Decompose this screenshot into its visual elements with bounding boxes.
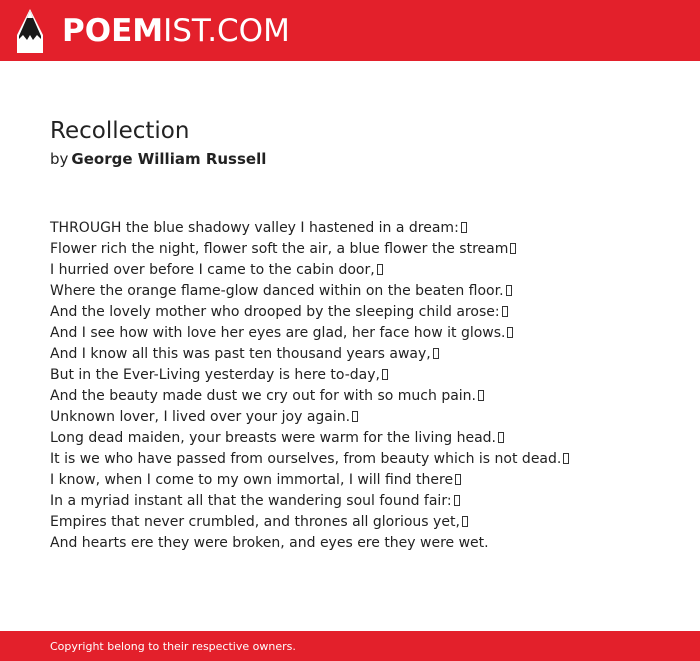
poem-line — [50, 260, 680, 281]
missing-glyph-box — [433, 348, 439, 359]
poem-title: Recollection — [50, 118, 190, 144]
poem-line-text: And the lovely mother who drooped by the sleeping child arose: — [50, 304, 500, 320]
poem-line-text: Unknown lover, I lived over your joy again. — [50, 409, 351, 425]
missing-glyph-box — [461, 222, 467, 233]
poem-line — [50, 281, 680, 302]
brand-light: IST.COM — [163, 13, 290, 49]
poem-line-text: I know, when I come to my own immortal, I will find there — [50, 472, 454, 488]
copyright-text: Copyright belong to their respective owners. — [50, 640, 296, 653]
missing-glyph-box — [502, 306, 508, 317]
poem-line — [50, 323, 680, 344]
poem-line — [50, 302, 680, 323]
poem-line-text: And I know all this was past ten thousand years away, — [50, 346, 431, 362]
poem-line-text: And hearts ere they were broken, and eyes ere they were wet. — [50, 535, 489, 551]
poem-line-text: And the beauty made dust we cry out for with so much pain. — [50, 388, 477, 404]
missing-glyph-box — [455, 474, 461, 485]
site-footer — [0, 631, 700, 661]
poem-line — [50, 344, 680, 365]
poem-line-text: Where the orange flame-glow danced within on the beaten floor. — [50, 283, 504, 299]
poem-line-text: In a myriad instant all that the wandering soul found fair: — [50, 493, 452, 509]
poem-line — [50, 533, 680, 554]
missing-glyph-box — [382, 369, 388, 380]
poem-line-text: And I see how with love her eyes are glad, her face how it glows. — [50, 325, 506, 341]
brand-strong: POEM — [62, 13, 164, 49]
missing-glyph-box — [563, 453, 569, 464]
poem-line — [50, 386, 680, 407]
poem-line — [50, 239, 680, 260]
poem-line-text: I hurried over before I came to the cabin door, — [50, 262, 375, 278]
missing-glyph-box — [462, 516, 468, 527]
poem-byline — [50, 149, 266, 169]
poem-line — [50, 449, 680, 470]
missing-glyph-box — [507, 327, 513, 338]
poem-line — [50, 407, 680, 428]
poem-line — [50, 365, 680, 386]
poem-line-text: THROUGH the blue shadowy valley I hastened in a dream: — [50, 220, 459, 236]
poem-line — [50, 428, 680, 449]
poem-line — [50, 218, 680, 239]
missing-glyph-box — [510, 243, 516, 254]
site-logo-text[interactable] — [62, 11, 290, 51]
by-label: by — [50, 150, 69, 168]
pencil-tip-icon[interactable] — [16, 9, 44, 53]
poem-line-text: Flower rich the night, flower soft the air, a blue flower the stream — [50, 241, 509, 257]
poem-line — [50, 512, 680, 533]
missing-glyph-box — [506, 285, 512, 296]
site-header — [0, 0, 700, 61]
poem-line-text: Empires that never crumbled, and thrones all glorious yet, — [50, 514, 460, 530]
missing-glyph-box — [454, 495, 460, 506]
poem-line — [50, 491, 680, 512]
poem-body — [50, 218, 680, 554]
poem-line-text: Long dead maiden, your breasts were warm for the living head. — [50, 430, 497, 446]
missing-glyph-box — [498, 432, 504, 443]
poem-line — [50, 470, 680, 491]
poem-line-text: But in the Ever-Living yesterday is here to-day, — [50, 367, 380, 383]
missing-glyph-box — [352, 411, 358, 422]
missing-glyph-box — [377, 264, 383, 275]
missing-glyph-box — [478, 390, 484, 401]
poem-author: George William Russell — [71, 150, 267, 168]
poem-line-text: It is we who have passed from ourselves, from beauty which is not dead. — [50, 451, 562, 467]
